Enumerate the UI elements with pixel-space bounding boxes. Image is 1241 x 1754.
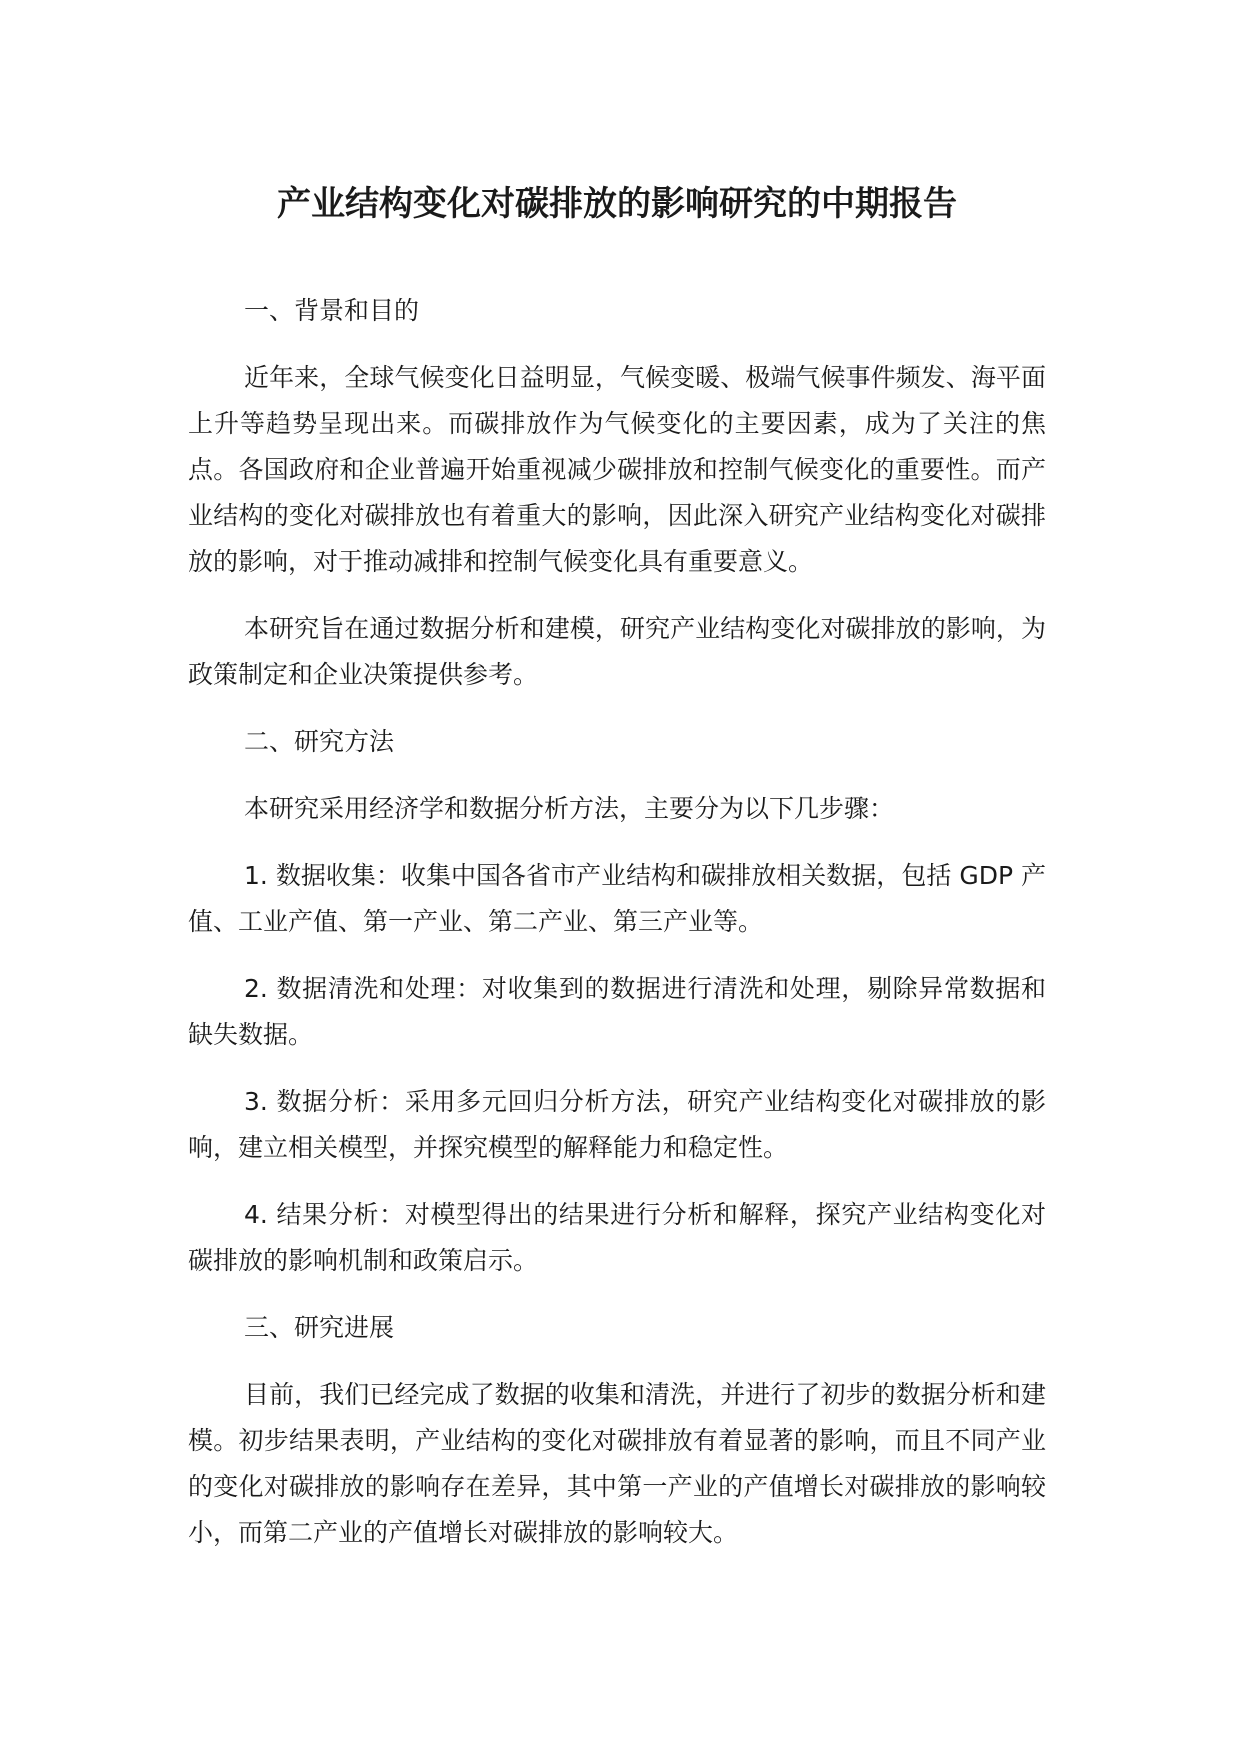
paragraph-background-1: 近年来，全球气候变化日益明显，气候变暖、极端气候事件频发、海平面上升等趋势呈现出来。而碳排放作为气候变化的主要因素，成为了关注的焦点。各国政府和企业普遍开始重视减少碳排放和控制气候变化的重要性。而产业结构的变化对碳排放也有着重大的影响，因此深入研究产业结构变化对碳排放的影响，对于推动减排和控制气候变化具有重要意义。 [188,363,1046,576]
paragraph-background-2: 本研究旨在通过数据分析和建模，研究产业结构变化对碳排放的影响，为政策制定和企业决策提供参考。 [188,614,1046,689]
paragraph-method-step-4: 4. 结果分析：对模型得出的结果进行分析和解释，探究产业结构变化对碳排放的影响机制和政策启示。 [188,1200,1046,1275]
section-heading-method: 二、研究方法 [244,727,395,756]
paragraph-method-intro: 本研究采用经济学和数据分析方法，主要分为以下几步骤： [244,794,895,823]
document-title: 产业结构变化对碳排放的影响研究的中期报告 [277,184,957,224]
paragraph-progress: 目前，我们已经完成了数据的收集和清洗，并进行了初步的数据分析和建模。初步结果表明，产业结构的变化对碳排放有着显著的影响，而且不同产业的变化对碳排放的影响存在差异，其中第一产业的产值增长对碳排放的影响较小，而第二产业的产值增长对碳排放的影响较大。 [188,1380,1046,1547]
section-heading-background: 一、背景和目的 [244,296,420,325]
paragraph-method-step-2: 2. 数据清洗和处理：对收集到的数据进行清洗和处理，剔除异常数据和缺失数据。 [188,974,1046,1049]
section-heading-progress: 三、研究进展 [244,1313,395,1342]
paragraph-method-step-1: 1. 数据收集：收集中国各省市产业结构和碳排放相关数据，包括 GDP 产值、工业产值、第一产业、第二产业、第三产业等。 [188,861,1046,936]
document-body [188,288,1046,1577]
paragraph-method-step-3: 3. 数据分析：采用多元回归分析方法，研究产业结构变化对碳排放的影响，建立相关模型，并探究模型的解释能力和稳定性。 [188,1087,1046,1162]
